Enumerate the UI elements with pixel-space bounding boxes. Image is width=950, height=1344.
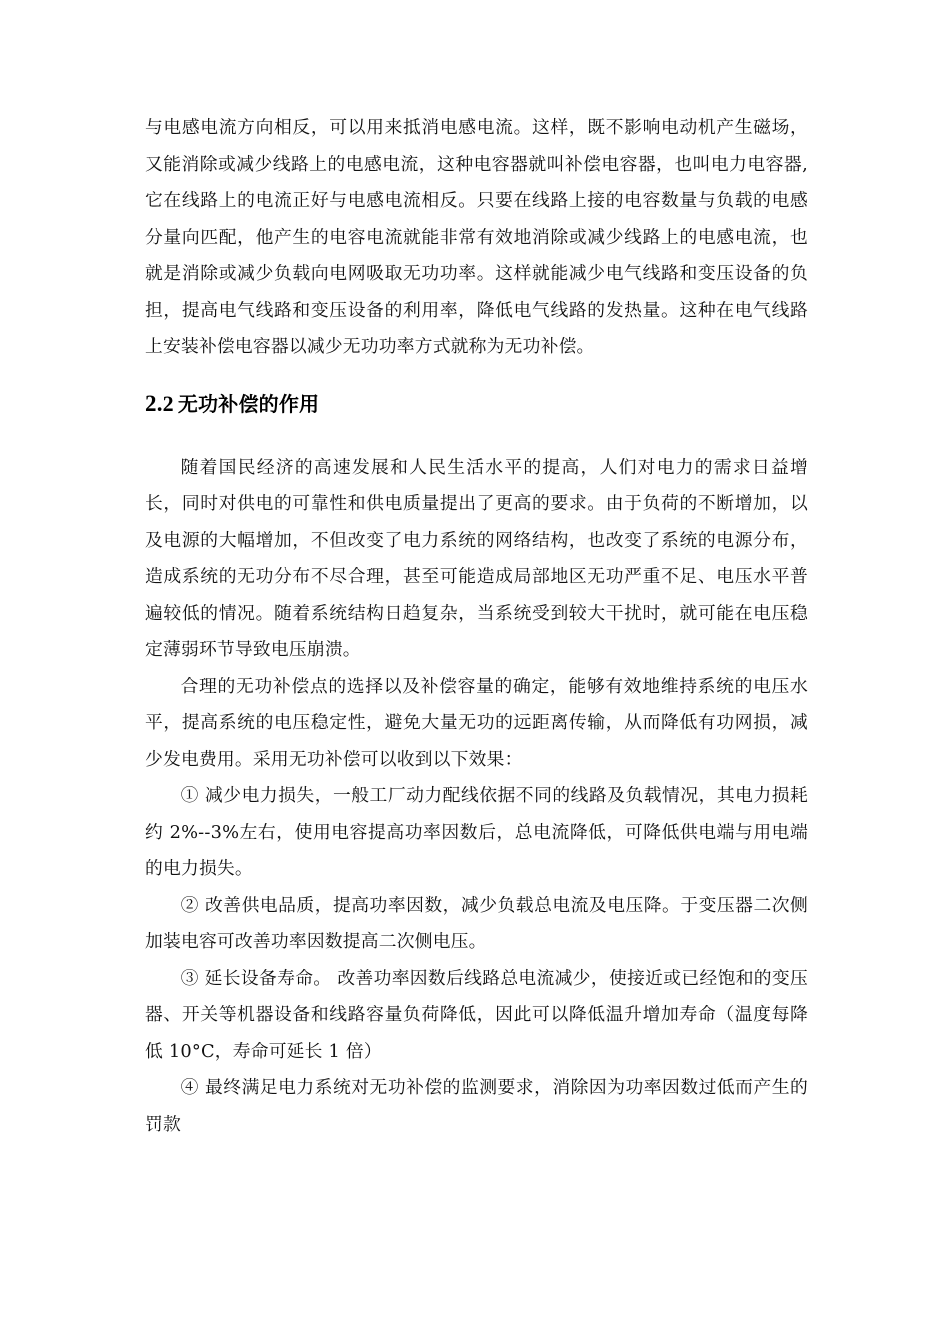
section-heading: [145, 386, 808, 422]
section-number-minor: 2: [162, 390, 174, 416]
list-item-meet-requirements: ④ 最终满足电力系统对无功补偿的监测要求，消除因为功率因数过低而产生的罚款: [145, 1077, 808, 1135]
list-item-extend-life: ③ 延长设备寿命。 改善功率因数后线路总电流减少，使接近或已经饱和的变压器、开关等机器设备和线路容量负荷降低，因此可以降低温升增加寿命（温度每降低 10°C，寿命可延长 1 倍）: [145, 967, 808, 1062]
intro-paragraph: 与电感电流方向相反，可以用来抵消电感电流。这样，既不影响电动机产生磁场，又能消除或减少线路上的电感电流，这种电容器就叫补偿电容器，也叫电力电容器, 它在线路上的电流正好与电感电流相反。只要在线路上接的电容数量与负载的电感分量向匹配，他产生的电容电流就能非常有效地消除或减少线路上的电感电流，也就是消除或减少负载向电网吸取无功功率。这样就能减少电气线路和变压设备的负担，提高电气线路和变压设备的利用率，降低电气线路的发热量。这种在电气线路上安装补偿电容器以减少无功功率方式就称为无功补偿。: [145, 117, 808, 357]
list-item-reduce-loss: ① 减少电力损失，一般工厂动力配线依据不同的线路及负载情况，其电力损耗约 2%--3%左右，使用电容提高功率因数后，总电流降低，可降低供电端与用电端的电力损失。: [145, 785, 808, 879]
paragraph-effects-intro: 合理的无功补偿点的选择以及补偿容量的确定，能够有效地维持系统的电压水平，提高系统的电压稳定性，避免大量无功的远距离传输，从而降低有功网损，减少发电费用。采用无功补偿可以收到以下效果：: [145, 675, 808, 770]
paragraph-background: 随着国民经济的高速发展和人民生活水平的提高，人们对电力的需求日益增长，同时对供电的可靠性和供电质量提出了更高的要求。由于负荷的不断增加，以及电源的大幅增加，不但改变了电力系统的网络结构，也改变了系统的电源分布，造成系统的无功分布不尽合理，甚至可能造成局部地区无功严重不足、电压水平普遍较低的情况。随着系统结构日趋复杂，当系统受到较大干扰时，就可能在电压稳定薄弱环节导致电压崩溃。: [145, 456, 808, 660]
section-title: 无功补偿的作用: [177, 391, 320, 416]
section-number-major: 2.: [145, 390, 163, 416]
document-page: [145, 110, 808, 1143]
list-item-improve-quality: ② 改善供电品质，提高功率因数，减少负载总电流及电压降。于变压器二次侧加装电容可改善功率因数提高二次侧电压。: [145, 894, 808, 952]
